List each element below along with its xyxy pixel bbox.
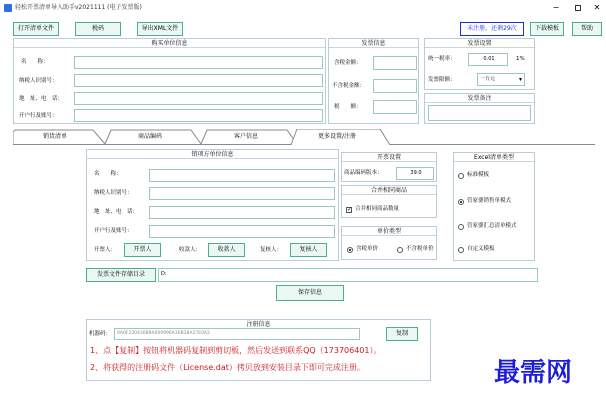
excel-option-custom-label: 自定义模板 — [467, 246, 495, 252]
tax-rate-unit: 1% — [516, 56, 525, 62]
excel-option-sales-radio[interactable] — [458, 199, 464, 205]
tax-code-button[interactable]: 税码 — [75, 22, 121, 36]
invoice-info-group — [328, 38, 419, 124]
excel-option-standard-label: 标准模板 — [467, 172, 490, 178]
excel-option-sales-label: 管家婆销售单模式 — [467, 198, 512, 204]
tab-product-code[interactable]: 商品编码 — [137, 133, 162, 140]
storage-dir-button[interactable]: 发票文件存储目录 — [86, 268, 156, 282]
tax-excl-input[interactable] — [373, 79, 417, 93]
minimize-icon[interactable]: − — [552, 3, 560, 12]
tax-amount-label: 税 额： — [334, 104, 362, 110]
tab-customer-info[interactable]: 客户信息 — [233, 133, 258, 140]
invoice-settings-group — [424, 38, 535, 90]
buyer-taxid-input[interactable] — [74, 74, 323, 87]
download-template-button[interactable]: 下载模板 — [530, 22, 564, 36]
seller-address-input[interactable] — [149, 206, 335, 219]
reviewer-label: 复核人： — [260, 247, 283, 253]
tax-incl-input[interactable] — [373, 56, 417, 70]
code-version-input[interactable]: 39.0 — [396, 167, 434, 180]
tab-sales-list[interactable]: 销货清单 — [42, 133, 67, 140]
reviewer-button[interactable]: 复核人 — [290, 243, 327, 257]
seller-taxid-label: 纳税人识别号： — [94, 190, 133, 196]
buyer-address-input[interactable] — [74, 92, 323, 105]
tax-rate-input[interactable]: 0.01 — [468, 53, 508, 66]
machine-code-label: 机器码： — [89, 331, 112, 337]
limit-select[interactable] — [477, 73, 525, 86]
remarks-title: 发票备注 — [425, 94, 534, 103]
save-info-button[interactable]: 保存信息 — [276, 285, 344, 301]
seller-address-label: 地 址、电 话： — [94, 209, 139, 215]
remarks-input[interactable] — [428, 105, 531, 121]
buyer-name-input[interactable] — [74, 56, 323, 69]
remarks-group — [424, 93, 535, 124]
issuer-label: 开票人： — [94, 247, 117, 253]
price-type-group — [341, 226, 437, 260]
price-type-title: 单价类型 — [342, 227, 436, 236]
limit-value: 一万元 — [480, 76, 496, 82]
payee-button[interactable]: 收款人 — [208, 243, 245, 257]
storage-dir-input[interactable]: D: — [158, 268, 538, 282]
excel-option-summary-radio[interactable] — [458, 224, 464, 230]
excel-option-summary-label: 管家婆汇总清单模式 — [467, 223, 517, 229]
copy-button[interactable]: 复制 — [386, 327, 418, 341]
close-icon[interactable]: ✕ — [593, 3, 601, 12]
seller-name-input[interactable] — [149, 169, 335, 182]
tax-rate-label: 统一税率： — [428, 56, 456, 62]
merge-group — [341, 185, 437, 218]
buyer-name-label: 名 称： — [21, 59, 49, 65]
window-title: 轻松开票清单导入助手v2021111 (电子发票版) — [15, 4, 142, 11]
invoice-settings-title: 发票设置 — [425, 39, 534, 48]
instruction-line-1: 1、点【复制】按钮将机器码复制到剪切板，然后发送到联系QQ（173706401）。 — [90, 346, 382, 355]
seller-bank-input[interactable] — [149, 225, 335, 238]
invoice-info-title: 发票信息 — [329, 39, 418, 48]
excel-option-standard-radio[interactable] — [458, 173, 464, 179]
without-tax-label: 不含税单价 — [406, 246, 434, 252]
excel-type-group — [453, 152, 535, 261]
open-file-button[interactable]: 打开清单文件 — [13, 22, 59, 36]
seller-info-title: 销项方单位信息 — [87, 150, 338, 159]
registration-title: 注册信息 — [246, 321, 271, 328]
maximize-icon[interactable] — [573, 3, 583, 13]
buyer-info-group — [13, 38, 326, 124]
seller-bank-label: 开户行及账号： — [94, 228, 133, 234]
issuer-button[interactable]: 开票人 — [124, 243, 161, 257]
tax-incl-label: 含税金额： — [334, 60, 362, 66]
buyer-taxid-label: 纳税人识别号： — [19, 78, 58, 84]
limit-label: 发票限额： — [428, 77, 456, 83]
excel-type-title: Excel清单类型 — [454, 153, 534, 162]
help-button[interactable]: 帮助 — [572, 22, 602, 36]
register-status-badge[interactable]: 未注册，还剩29次 — [460, 22, 524, 36]
title-bar — [0, 0, 606, 17]
seller-info-group — [86, 149, 339, 261]
chevron-down-icon[interactable]: ▾ — [518, 76, 522, 83]
buyer-address-label: 地 址、电 话： — [19, 96, 64, 102]
code-version-label: 商品编码版本： — [344, 170, 383, 176]
buyer-info-title: 购买单位信息 — [14, 39, 325, 48]
merge-qty-label: 合并相同商品数量 — [355, 206, 400, 212]
instruction-line-2: 2、将获得的注册码文件（License.dat）拷贝放到安装目录下即可完成注册。 — [90, 363, 365, 372]
registration-group — [86, 319, 431, 381]
machine-code-input[interactable]: 0A0F230430B9A000996A30B38A27E0A2 — [114, 328, 360, 340]
merge-title: 合并相同商品 — [342, 186, 436, 195]
buyer-bank-input[interactable] — [74, 109, 323, 122]
ticket-settings-title: 开票设置 — [342, 153, 436, 162]
tab-more-settings[interactable]: 更多设置/注册 — [317, 133, 357, 140]
merge-qty-checkbox[interactable]: ✓ — [347, 206, 353, 213]
seller-taxid-input[interactable] — [149, 187, 335, 200]
export-xml-button[interactable]: 导出XML文件 — [137, 22, 183, 36]
tax-amount-input[interactable] — [373, 100, 417, 114]
payee-label: 收款人： — [179, 247, 202, 253]
tax-excl-label: 不含税金额： — [332, 83, 366, 89]
excel-option-custom-radio[interactable] — [458, 247, 464, 253]
watermark-logo: 最需网 — [494, 358, 573, 388]
with-tax-radio[interactable] — [347, 247, 353, 253]
ticket-settings-group — [341, 152, 437, 182]
without-tax-radio[interactable] — [397, 247, 403, 253]
seller-name-label: 名 称： — [94, 171, 122, 177]
buyer-bank-label: 开户行及账号： — [19, 113, 58, 119]
with-tax-label: 含税单价 — [356, 246, 379, 252]
app-icon — [4, 4, 12, 12]
